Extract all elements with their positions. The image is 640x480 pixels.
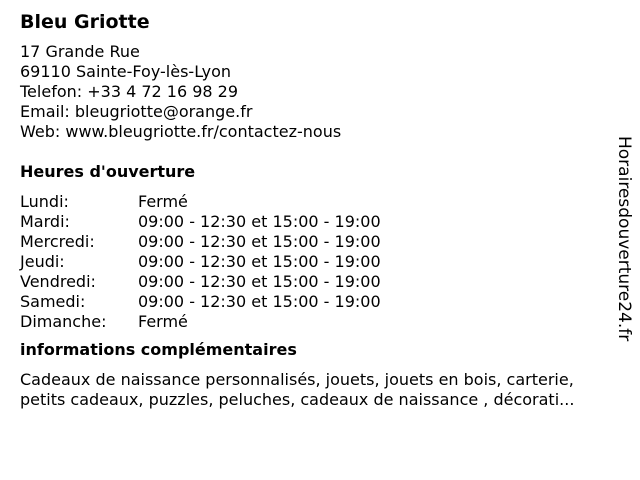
day-label: Vendredi: [20, 272, 96, 291]
street-address: 17 Grande Rue [20, 42, 140, 61]
address-block [20, 42, 620, 142]
hours-title: Heures d'ouverture [20, 162, 196, 181]
phone-number: Telefon: +33 4 72 16 98 29 [20, 82, 239, 101]
day-label: Mardi: [20, 212, 70, 231]
hours-row-mardi [20, 212, 620, 232]
day-label: Jeudi: [20, 252, 65, 271]
info-line: Cadeaux de naissance personnalisés, jouets, jouets en bois, carterie, [20, 370, 574, 389]
business-name: Bleu Griotte [20, 11, 150, 33]
day-label: Samedi: [20, 292, 86, 311]
day-label: Dimanche: [20, 312, 107, 331]
hours-table [20, 192, 620, 332]
hours-row-jeudi [20, 252, 620, 272]
city-address: 69110 Sainte-Foy-lès-Lyon [20, 62, 232, 81]
day-hours: 09:00 - 12:30 et 15:00 - 19:00 [138, 292, 381, 311]
email-address: Email: bleugriotte@orange.fr [20, 102, 253, 121]
watermark-text: Horairesdouverture24.fr [614, 136, 634, 342]
day-hours: 09:00 - 12:30 et 15:00 - 19:00 [138, 252, 381, 271]
hours-row-vendredi [20, 272, 620, 292]
day-label: Lundi: [20, 192, 69, 211]
hours-row-lundi [20, 192, 620, 212]
day-hours: Fermé [138, 312, 188, 331]
info-title: informations complémentaires [20, 340, 297, 359]
business-card [20, 10, 620, 410]
day-hours: 09:00 - 12:30 et 15:00 - 19:00 [138, 272, 381, 291]
hours-row-samedi [20, 292, 620, 312]
day-hours: 09:00 - 12:30 et 15:00 - 19:00 [138, 212, 381, 231]
hours-row-dimanche [20, 312, 620, 332]
info-line: petits cadeaux, puzzles, peluches, cadeaux de naissance , décorati... [20, 390, 575, 409]
website-address: Web: www.bleugriotte.fr/contactez-nous [20, 122, 342, 141]
hours-row-mercredi [20, 232, 620, 252]
day-hours: 09:00 - 12:30 et 15:00 - 19:00 [138, 232, 381, 251]
info-text [20, 370, 620, 410]
day-hours: Fermé [138, 192, 188, 211]
day-label: Mercredi: [20, 232, 95, 251]
